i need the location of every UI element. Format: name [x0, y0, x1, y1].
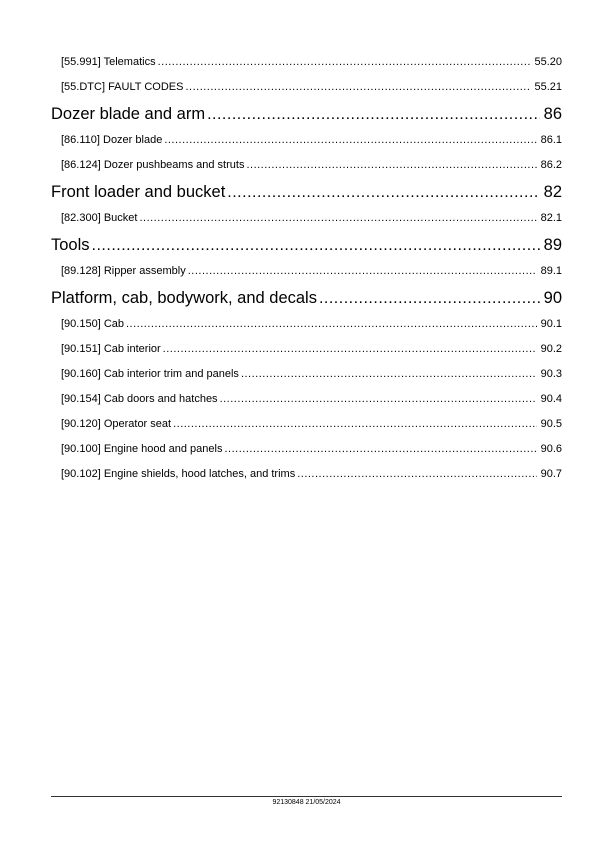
- toc-section-label: Platform, cab, bodywork, and decals: [51, 289, 317, 307]
- toc-dot-leader: [319, 285, 540, 313]
- toc-entry-label: [55.991] Telematics: [61, 56, 156, 68]
- toc-dot-leader: [220, 387, 537, 412]
- toc-dot-leader: [246, 153, 536, 178]
- toc-dot-leader: [297, 462, 536, 487]
- toc-subentry-dozer-pushbeams-and-struts[interactable]: [51, 153, 562, 178]
- toc-entry-label: [90.150] Cab: [61, 318, 124, 330]
- toc-entry-label: [55.DTC] FAULT CODES: [61, 81, 184, 93]
- toc-dot-leader: [188, 259, 537, 284]
- toc-entry-page: 89.1: [540, 265, 562, 277]
- toc-entry-page: 82.1: [540, 212, 562, 224]
- toc-subentry-engine-shields-hood-latches-trims[interactable]: [51, 462, 562, 487]
- toc-section-page: 86: [543, 105, 562, 123]
- toc-entry-page: 90.5: [540, 418, 562, 430]
- toc-entry-page: 90.4: [540, 393, 562, 405]
- toc-dot-leader: [241, 362, 537, 387]
- toc-section-label: Dozer blade and arm: [51, 105, 206, 123]
- toc-section-dozer-blade-and-arm[interactable]: [51, 100, 562, 128]
- toc-subentry-fault-codes[interactable]: [51, 75, 562, 100]
- toc-section-front-loader-and-bucket[interactable]: [51, 178, 562, 206]
- toc-dot-leader: [158, 50, 531, 75]
- toc-subentry-cab-interior[interactable]: [51, 337, 562, 362]
- toc-subentry-operator-seat[interactable]: [51, 412, 562, 437]
- toc-subentry-bucket[interactable]: [51, 206, 562, 231]
- toc-entry-label: [90.100] Engine hood and panels: [61, 443, 223, 455]
- footer-document-id: 92130848 21/05/2024: [272, 799, 341, 806]
- toc-subentry-dozer-blade[interactable]: [51, 128, 562, 153]
- toc-subentry-cab[interactable]: [51, 312, 562, 337]
- toc-dot-leader: [163, 337, 537, 362]
- toc-section-page: 82: [543, 183, 562, 201]
- toc-entry-label: [89.128] Ripper assembly: [61, 265, 186, 277]
- toc-dot-leader: [126, 312, 537, 337]
- toc-entry-page: 86.1: [540, 134, 562, 146]
- toc-entry-label: [90.102] Engine shields, hood latches, and trims: [61, 468, 296, 480]
- toc-dot-leader: [224, 437, 536, 462]
- table-of-contents: [51, 50, 562, 487]
- toc-section-label: Front loader and bucket: [51, 183, 226, 201]
- toc-entry-page: 90.6: [540, 443, 562, 455]
- toc-dot-leader: [92, 232, 540, 260]
- toc-section-page: 89: [543, 236, 562, 254]
- toc-entry-page: 90.2: [540, 343, 562, 355]
- toc-dot-leader: [173, 412, 537, 437]
- footer-divider: [51, 796, 562, 797]
- toc-entry-page: 55.20: [534, 56, 562, 68]
- toc-entry-label: [90.154] Cab doors and hatches: [61, 393, 218, 405]
- toc-entry-label: [90.120] Operator seat: [61, 418, 172, 430]
- toc-entry-label: [90.151] Cab interior: [61, 343, 161, 355]
- toc-dot-leader: [185, 75, 530, 100]
- toc-entry-label: [86.124] Dozer pushbeams and struts: [61, 159, 245, 171]
- toc-subentry-ripper-assembly[interactable]: [51, 259, 562, 284]
- toc-section-page: 90: [543, 289, 562, 307]
- toc-entry-page: 86.2: [540, 159, 562, 171]
- toc-entry-label: [90.160] Cab interior trim and panels: [61, 368, 239, 380]
- toc-dot-leader: [164, 128, 536, 153]
- toc-entry-page: 90.7: [540, 468, 562, 480]
- toc-dot-leader: [227, 179, 539, 207]
- toc-dot-leader: [207, 101, 540, 129]
- toc-section-tools[interactable]: [51, 231, 562, 259]
- toc-subentry-engine-hood-and-panels[interactable]: [51, 437, 562, 462]
- toc-entry-label: [86.110] Dozer blade: [61, 134, 163, 146]
- toc-subentry-cab-doors-and-hatches[interactable]: [51, 387, 562, 412]
- toc-entry-page: 90.3: [540, 368, 562, 380]
- toc-entry-label: [82.300] Bucket: [61, 212, 138, 224]
- toc-subentry-telematics[interactable]: [51, 50, 562, 75]
- toc-entry-page: 90.1: [540, 318, 562, 330]
- toc-section-label: Tools: [51, 236, 90, 254]
- toc-dot-leader: [139, 206, 536, 231]
- toc-entry-page: 55.21: [534, 81, 562, 93]
- toc-subentry-cab-interior-trim-and-panels[interactable]: [51, 362, 562, 387]
- toc-section-platform-cab-bodywork-decals[interactable]: [51, 284, 562, 312]
